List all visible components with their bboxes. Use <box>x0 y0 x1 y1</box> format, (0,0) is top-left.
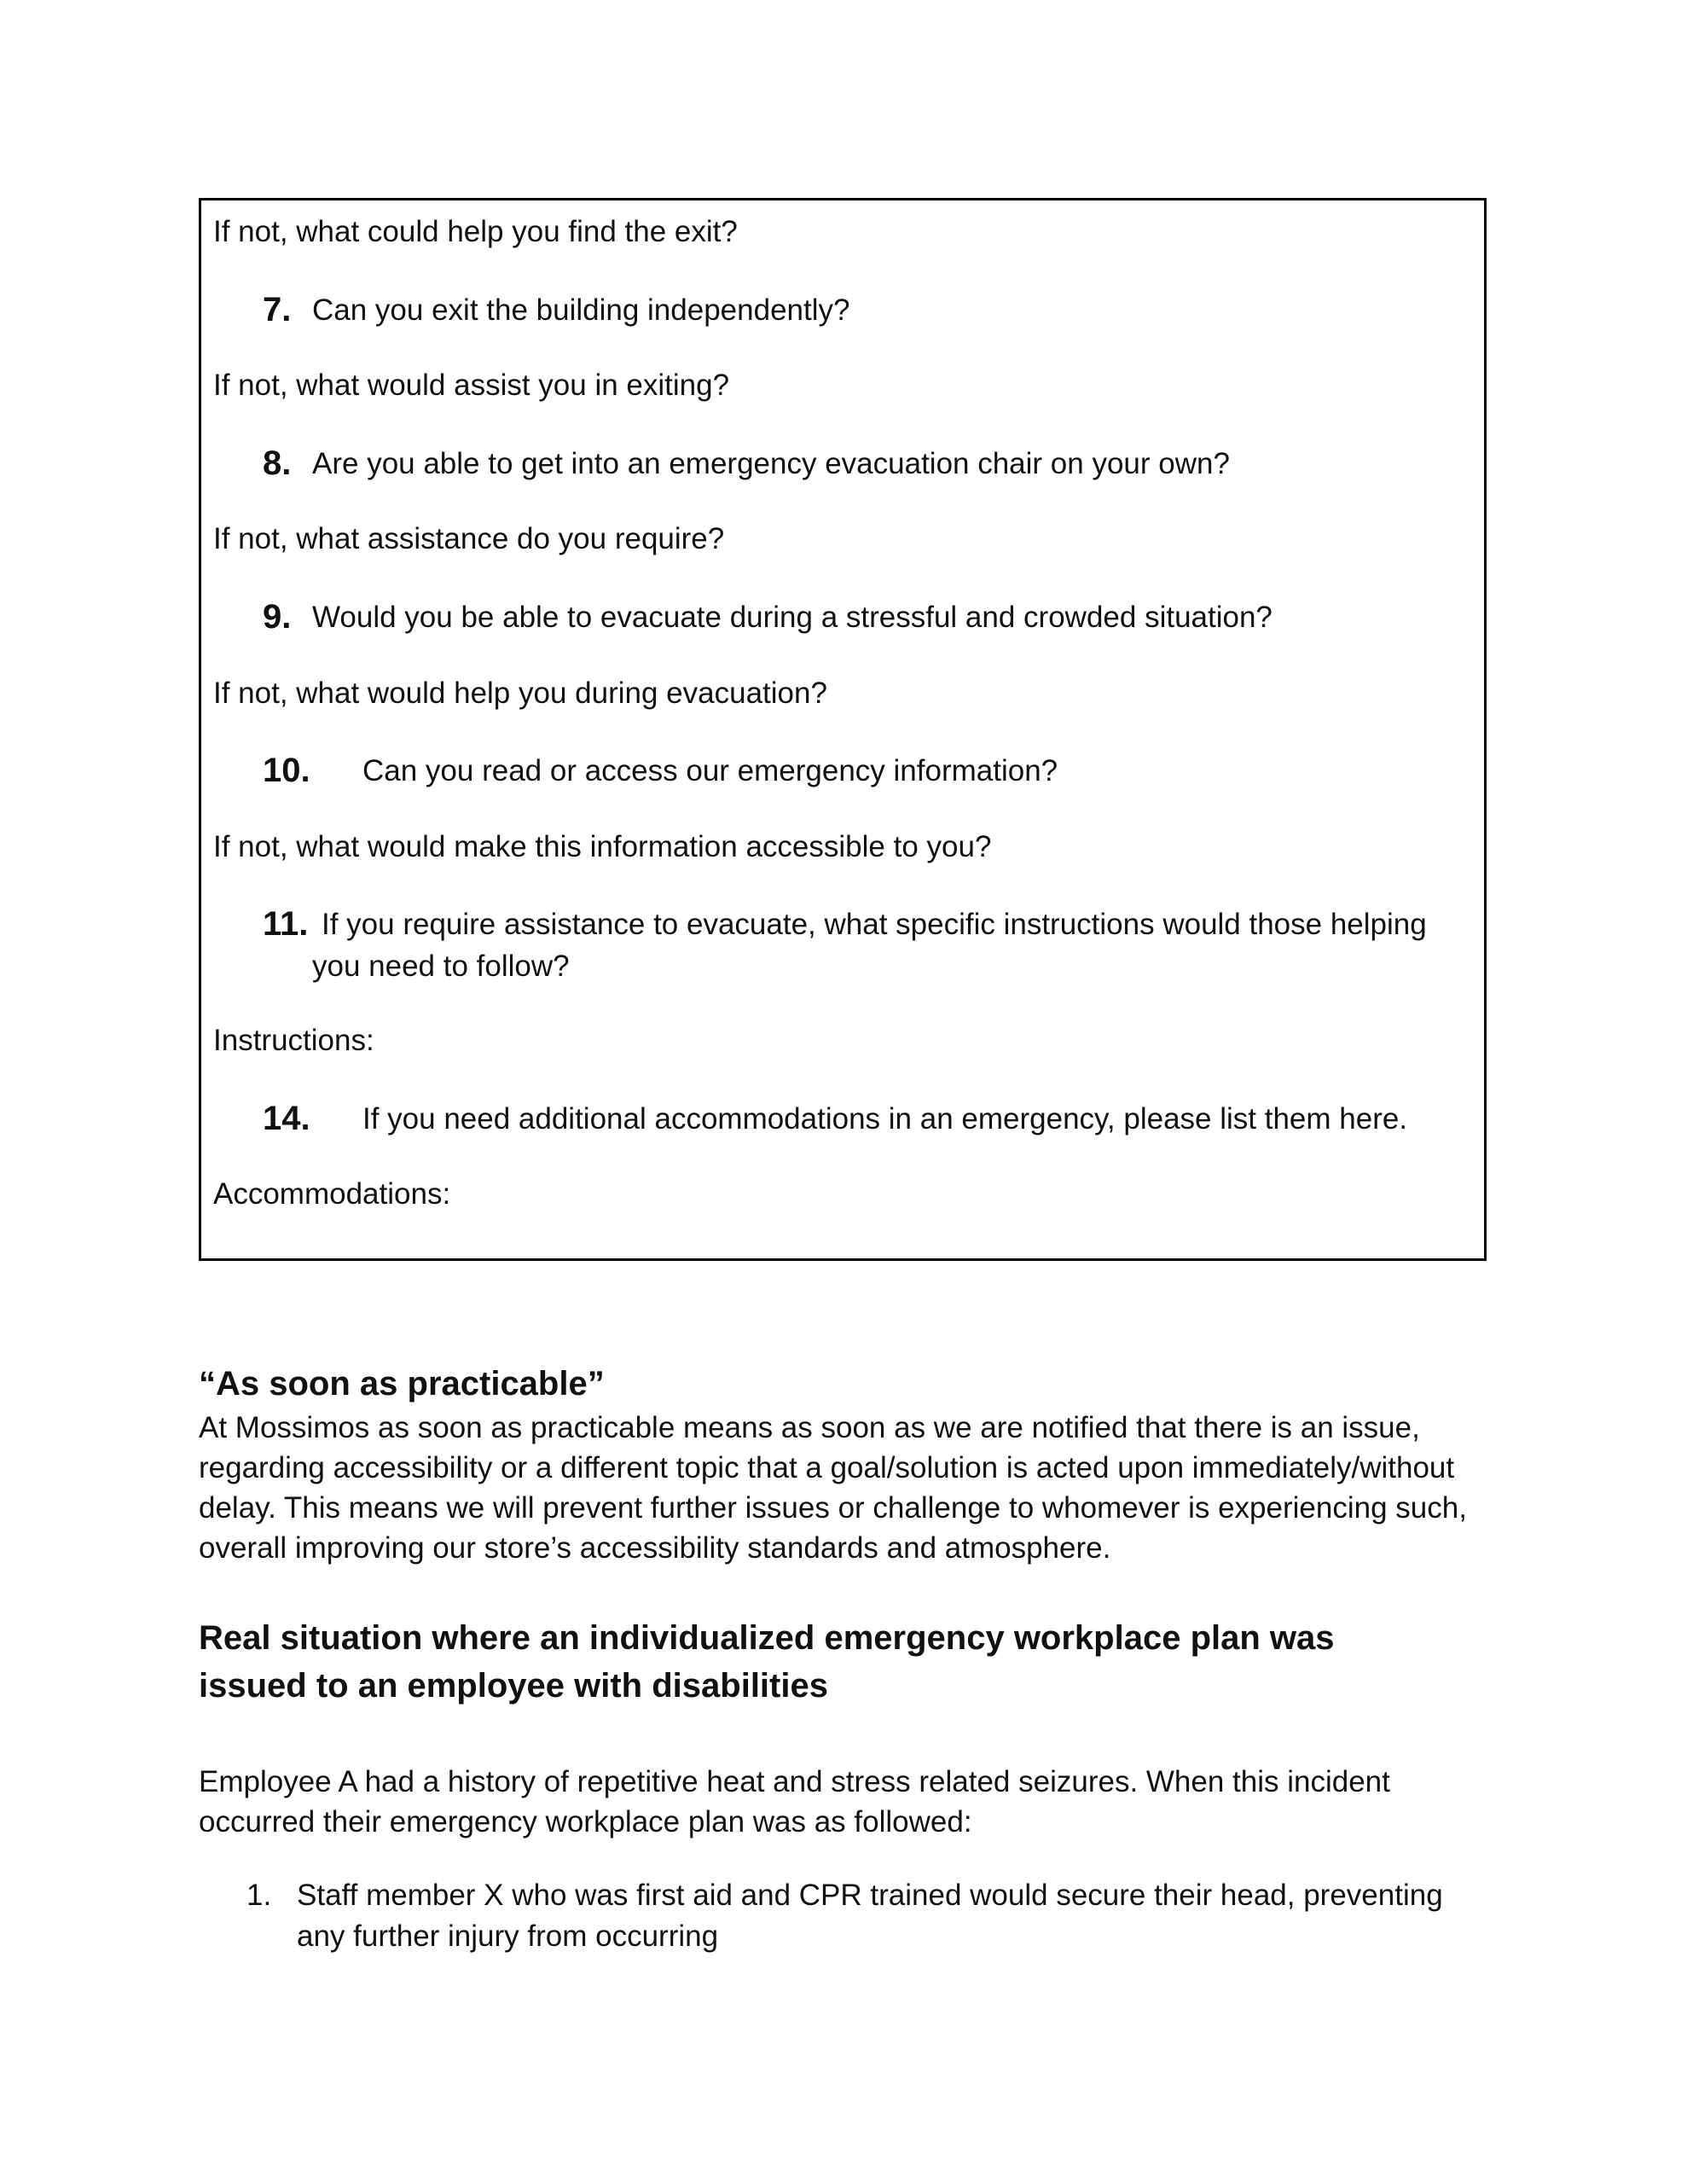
list-item-1-line1: Staff member X who was first aid and CPR trained would secure their head, preventing <box>297 1879 1443 1912</box>
list-item-1-line2: any further injury from occurring <box>297 1920 719 1953</box>
info-help-line: If not, what would make this information accessible to you? <box>213 830 992 863</box>
accommodations-label: Accommodations: <box>213 1177 451 1211</box>
question-14-number: 14. <box>263 1100 310 1137</box>
chair-help-line: If not, what assistance do you require? <box>213 522 725 555</box>
question-11-number: 11. <box>263 905 309 943</box>
practicable-line: At Mossimos as soon as practicable means as soon as we are notified that there is an issue, <box>199 1411 1420 1444</box>
question-10-text: Can you read or access our emergency information? <box>362 754 1058 787</box>
question-8-text: Are you able to get into an emergency evacuation chair on your own? <box>312 447 1230 480</box>
practicable-heading: “As soon as practicable” <box>199 1365 605 1403</box>
real-situation-heading-line2: issued to an employee with disabilities <box>199 1667 828 1705</box>
practicable-line: overall improving our store’s accessibility standards and atmosphere. <box>199 1531 1111 1565</box>
question-7-text: Can you exit the building independently? <box>312 293 850 327</box>
evac-help-line: If not, what would help you during evacuation? <box>213 677 827 710</box>
question-9-number: 9. <box>263 598 292 636</box>
question-10-number: 10. <box>263 752 310 789</box>
question-7-number: 7. <box>263 291 292 328</box>
intro-line: Employee A had a history of repetitive heat and stress related seizures. When this incident <box>199 1765 1390 1798</box>
practicable-line: regarding accessibility or a different topic that a goal/solution is acted upon immediately/without <box>199 1451 1455 1484</box>
list-item-1-number: 1. <box>246 1879 272 1912</box>
question-8-number: 8. <box>263 444 292 482</box>
question-9-text: Would you be able to evacuate during a stressful and crowded situation? <box>312 601 1272 634</box>
intro-line: occurred their emergency workplace plan was as followed: <box>199 1805 972 1838</box>
question-14-text: If you need additional accommodations in an emergency, please list them here. <box>362 1102 1408 1136</box>
question-11-text-line1: If you require assistance to evacuate, what specific instructions would those helping <box>322 908 1427 941</box>
real-situation-heading-line1: Real situation where an individualized emergency workplace plan was <box>199 1619 1335 1657</box>
real-situation-intro <box>199 1762 1495 1842</box>
practicable-line: delay. This means we will prevent further issues or challenge to whomever is experiencing such, <box>199 1491 1467 1525</box>
practicable-paragraph <box>199 1408 1495 1568</box>
instructions-label: Instructions: <box>213 1024 374 1057</box>
exit-help-line: If not, what could help you find the exit? <box>213 215 738 248</box>
exiting-help-line: If not, what would assist you in exiting? <box>213 369 730 402</box>
question-11-text-line2: you need to follow? <box>312 950 570 983</box>
